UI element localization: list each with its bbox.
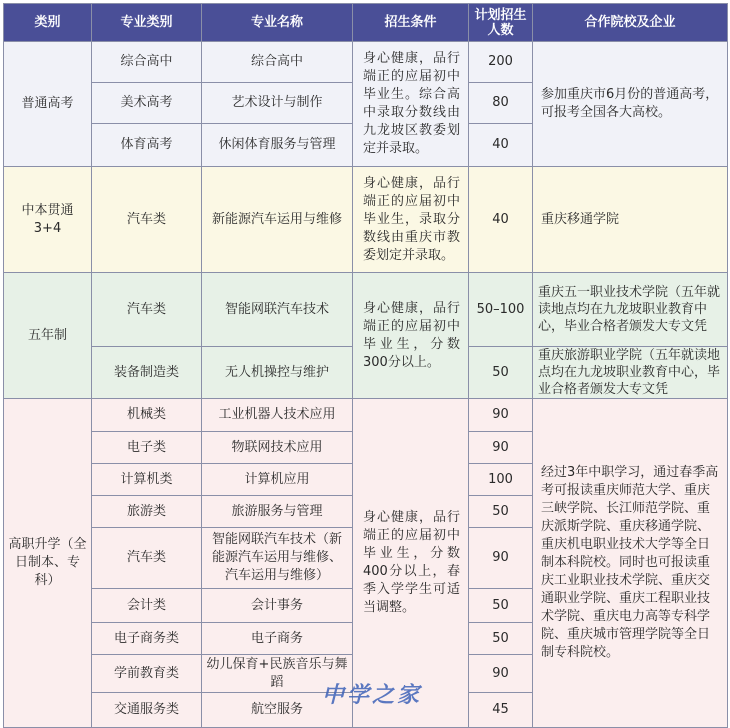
- conditions-cell: 身心健康，品行端正的应届初中毕业生。综合高中录取分数线由九龙坡区教委划定并录取。: [353, 42, 469, 167]
- planned-count-cell: 90: [469, 528, 533, 589]
- major-name-cell: 智能网联汽车技术: [202, 273, 353, 347]
- planned-count-cell: 40: [469, 124, 533, 167]
- major-type-cell: 综合高中: [92, 42, 202, 83]
- conditions-cell: 身心健康，品行端正的应届初中毕业生，分数400分以上，春季入学学生可适当调整。: [353, 399, 469, 728]
- major-name-cell: 物联网技术应用: [202, 432, 353, 464]
- major-type-cell: 学前教育类: [92, 655, 202, 693]
- category-cell: 五年制: [4, 273, 92, 399]
- planned-count-cell: 45: [469, 693, 533, 728]
- admissions-table: [3, 3, 728, 728]
- major-type-cell: 汽车类: [92, 273, 202, 347]
- header-planned: 计划招生人数: [469, 4, 533, 42]
- major-name-cell: 工业机器人技术应用: [202, 399, 353, 432]
- major-name-cell: 艺术设计与制作: [202, 83, 353, 124]
- major-type-cell: 体育高考: [92, 124, 202, 167]
- partner-cell: 重庆五一职业技术学院（五年就读地点均在九龙坡职业教育中心，毕业合格者颁发大专文凭: [533, 273, 728, 347]
- planned-count-cell: 50: [469, 589, 533, 623]
- planned-count-cell: 40: [469, 167, 533, 273]
- header-category: 类别: [4, 4, 92, 42]
- major-name-cell: 会计事务: [202, 589, 353, 623]
- major-type-cell: 电子类: [92, 432, 202, 464]
- major-name-cell: 新能源汽车运用与维修: [202, 167, 353, 273]
- major-type-cell: 装备制造类: [92, 347, 202, 399]
- planned-count-cell: 50: [469, 347, 533, 399]
- partner-cell: 重庆移通学院: [533, 167, 728, 273]
- category-cell: 高职升学（全日制本、专科）: [4, 399, 92, 728]
- planned-count-cell: 50: [469, 623, 533, 655]
- category-cell: 普通高考: [4, 42, 92, 167]
- major-name-cell: 休闲体育服务与管理: [202, 124, 353, 167]
- planned-count-cell: 50: [469, 496, 533, 528]
- major-type-cell: 会计类: [92, 589, 202, 623]
- header-conditions: 招生条件: [353, 4, 469, 42]
- watermark-logo: 中学之家: [322, 682, 423, 708]
- major-name-cell: 航空服务: [202, 693, 353, 728]
- planned-count-cell: 100: [469, 464, 533, 496]
- major-type-cell: 机械类: [92, 399, 202, 432]
- header-partner: 合作院校及企业: [533, 4, 728, 42]
- major-name-cell: 无人机操控与维护: [202, 347, 353, 399]
- conditions-cell: 身心健康，品行端正的应届初中毕业生，录取分数线由重庆市教委划定并录取。: [353, 167, 469, 273]
- partner-cell: 参加重庆市6月份的普通高考，可报考全国各大高校。: [533, 42, 728, 167]
- planned-count-cell: 50–100: [469, 273, 533, 347]
- header-major-name: 专业名称: [202, 4, 353, 42]
- planned-count-cell: 90: [469, 399, 533, 432]
- planned-count-cell: 90: [469, 432, 533, 464]
- partner-cell: 经过3年中职学习，通过春季高考可报读重庆师范大学、重庆三峡学院、长江师范学院、重庆派斯学院、重庆移通学院、重庆机电职业技术大学等全日制本科院校。同时也可报读重庆工业职业技术学院、重庆交通职业学院、重庆工程职业技术学院、重庆电力高等专科学院、重庆城市管理学院等全日制专科院校。: [533, 399, 728, 728]
- planned-count-cell: 200: [469, 42, 533, 83]
- major-type-cell: 计算机类: [92, 464, 202, 496]
- major-type-cell: 电子商务类: [92, 623, 202, 655]
- conditions-cell: 身心健康，品行端正的应届初中毕业生，分数300分以上。: [353, 273, 469, 399]
- major-name-cell: 旅游服务与管理: [202, 496, 353, 528]
- major-type-cell: 汽车类: [92, 167, 202, 273]
- header-major-type: 专业类别: [92, 4, 202, 42]
- major-name-cell: 电子商务: [202, 623, 353, 655]
- major-name-cell: 综合高中: [202, 42, 353, 83]
- major-name-cell: 智能网联汽车技术（新能源汽车运用与维修、汽车运用与维修）: [202, 528, 353, 589]
- partner-cell: 重庆旅游职业学院（五年就读地点均在九龙坡职业教育中心，毕业合格者颁发大专文凭: [533, 347, 728, 399]
- major-type-cell: 旅游类: [92, 496, 202, 528]
- category-cell: 中本贯通3+4: [4, 167, 92, 273]
- major-name-cell: 计算机应用: [202, 464, 353, 496]
- major-type-cell: 汽车类: [92, 528, 202, 589]
- planned-count-cell: 90: [469, 655, 533, 693]
- major-type-cell: 交通服务类: [92, 693, 202, 728]
- major-type-cell: 美术高考: [92, 83, 202, 124]
- major-name-cell: 幼儿保育+民族音乐与舞蹈: [202, 655, 353, 693]
- planned-count-cell: 80: [469, 83, 533, 124]
